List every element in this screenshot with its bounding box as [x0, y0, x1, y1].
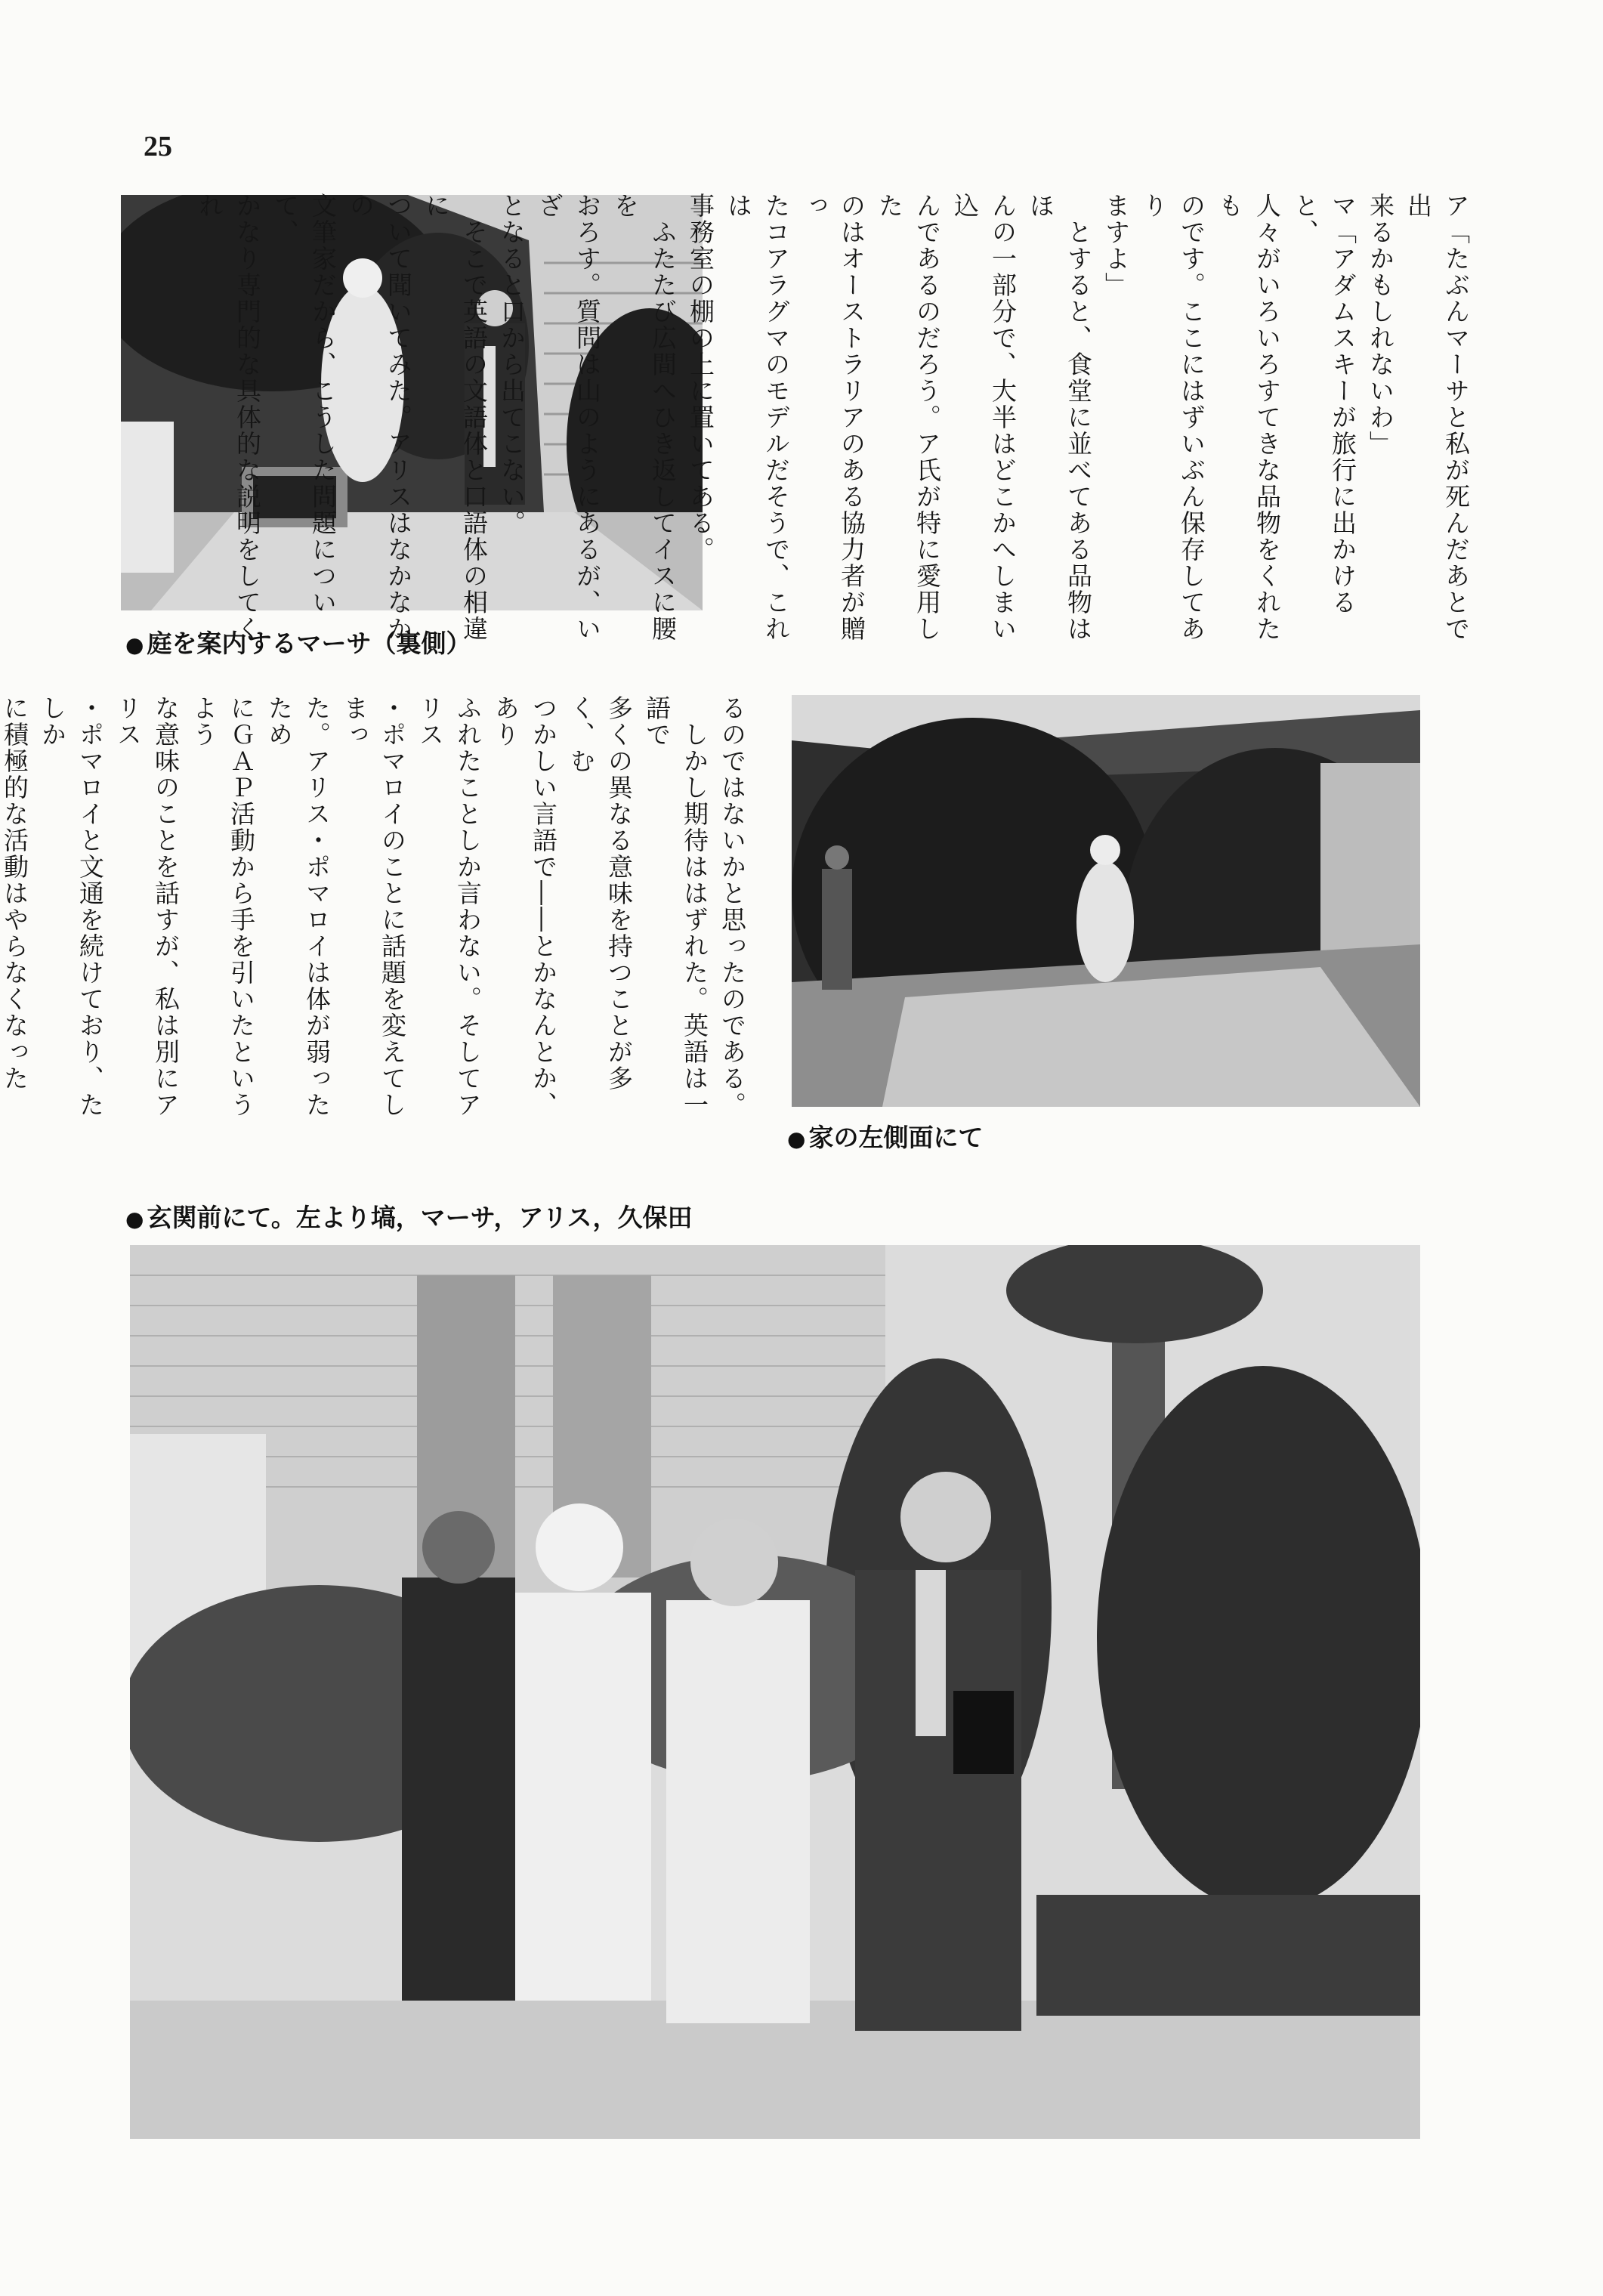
text-line: おろす。質問は山のようにあるが、いざ: [535, 193, 602, 642]
text-line: た。アリス・ポマロイは体が弱ったため: [264, 695, 332, 1118]
text-line: とすると、食堂に並べてある品物はほ: [1026, 193, 1093, 642]
page-number: 25: [144, 131, 172, 162]
text-block-top: [190, 193, 1475, 650]
text-line: ますよ」: [1101, 193, 1131, 298]
caption-garden-text: 庭を案内するマーサ（裏側）: [147, 629, 471, 658]
bullet-icon: ●: [125, 1207, 144, 1231]
text-line: マ「アダムスキーが旅行に出かけると、: [1290, 193, 1357, 616]
text-line: ・ポマロイと文通を続けており、たしか: [38, 695, 105, 1118]
caption-front: [125, 1198, 692, 1234]
photo-side: [792, 695, 1420, 1107]
bullet-icon: ●: [125, 632, 144, 657]
text-line: ア「たぶんマーサと私が死んだあとで出: [1404, 193, 1471, 642]
text-line: な意味のことを話すが、私は別にアリス: [113, 695, 181, 1118]
text-line: つかしい言語で――とかなんとか、あり: [491, 695, 558, 1118]
bullet-icon: ●: [787, 1126, 806, 1151]
text-line: 事務室の棚の上に置いてある。: [686, 193, 715, 563]
text-line: ついて聞いてみた。アリスはなかなかの: [346, 193, 413, 642]
text-line: 文筆家だから、こうした問題について、: [270, 193, 338, 616]
caption-side-text: 家の左側面にて: [808, 1123, 984, 1152]
text-line: のはオーストラリアのある協力者が贈っ: [799, 193, 866, 642]
text-line: かなり専門的な具体的な説明をしてくれ: [195, 193, 262, 642]
text-line: そこで英語の文語体と口語体の相違に: [422, 193, 489, 642]
text-line: にＧＡＰ活動から手を引いたというよう: [189, 695, 256, 1118]
photo-front-entrance: [130, 1245, 1420, 2139]
text-line: んの一部分で、大半はどこかへしまい込: [950, 193, 1018, 642]
text-line: に積極的な活動はやらなくなった: [0, 695, 29, 1092]
text-line: ふれたことしか言わない。そしてアリス: [415, 695, 483, 1118]
text-line: のです。ここにはずいぶん保存してあり: [1139, 193, 1206, 642]
caption-front-text: 玄関前にて。左より塙，マーサ，アリス，久保田: [147, 1203, 693, 1232]
text-line: ふたたび広間へひき返してイスに腰を: [610, 193, 678, 642]
caption-side: [787, 1118, 983, 1154]
text-line: 来るかもしれないわ」: [1366, 193, 1395, 457]
text-line: しかし期待ははずれた。英語は一語で: [642, 695, 709, 1118]
text-line: 多くの異なる意味を持つことが多く、む: [567, 695, 634, 1092]
text-line: 人々がいろいろすてきな品物をくれたも: [1215, 193, 1282, 642]
text-line: ・ポマロイのことに話題を変えてしまっ: [340, 695, 407, 1118]
text-line: るのではないかと思ったのである。: [718, 695, 747, 1118]
text-line: たコアラグマのモデルだそうで、これは: [724, 193, 791, 642]
text-line: となると口から出てこない。: [497, 193, 527, 536]
text-block-bottom: [0, 695, 751, 1141]
text-line: んであるのだろう。ア氏が特に愛用した: [875, 193, 942, 642]
